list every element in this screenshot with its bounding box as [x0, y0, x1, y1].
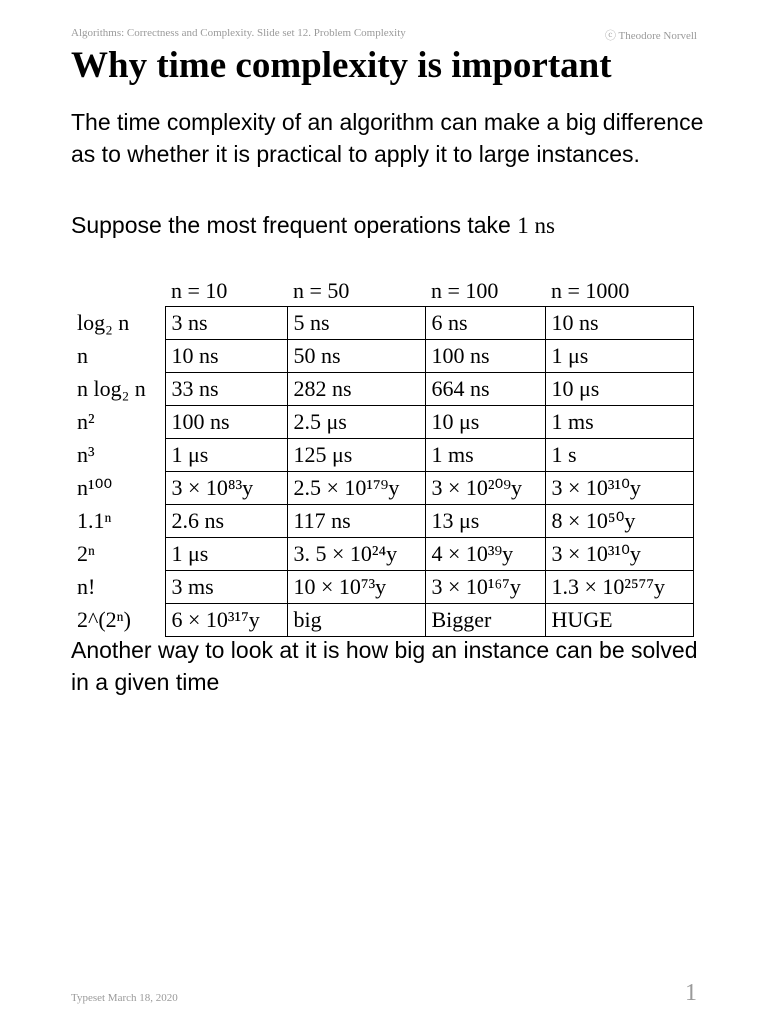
table-cell: 1 μs: [165, 439, 287, 472]
row-label: 1.1ⁿ: [77, 508, 112, 533]
table-cell: 3. 5 × 10²⁴y: [287, 538, 425, 571]
table-cell: 100 ns: [165, 406, 287, 439]
table-cell: 3 × 10²⁰⁹y: [425, 472, 545, 505]
running-header: Algorithms: Correctness and Complexity. Slide set 12. Problem Complexity: [71, 27, 406, 39]
row-label: n log₂ n: [77, 376, 146, 401]
table-cell: 100 ns: [425, 340, 545, 373]
table-row: [73, 439, 693, 472]
table-row: [73, 307, 693, 340]
table-cell: Bigger: [425, 604, 545, 637]
row-label: 2ⁿ: [77, 541, 95, 566]
table-cell: 1.3 × 10²⁵⁷⁷y: [545, 571, 693, 604]
table-row: [73, 472, 693, 505]
table-cell: 3 × 10³¹⁰y: [545, 538, 693, 571]
assumption-value: 1 ns: [517, 213, 555, 238]
table-cell: 3 ns: [165, 307, 287, 340]
table-cell: 1 μs: [165, 538, 287, 571]
row-label: n²: [77, 409, 95, 434]
table-row: [73, 604, 693, 637]
table-cell: 1 ms: [545, 406, 693, 439]
table-cell: 3 × 10³¹⁰y: [545, 472, 693, 505]
table-cell: 10 μs: [425, 406, 545, 439]
table-cell: 6 ns: [425, 307, 545, 340]
closing-paragraph: Another way to look at it is how big an instance can be solved in a given time: [71, 637, 698, 695]
table-cell: HUGE: [545, 604, 693, 637]
complexity-table-wrapper: [73, 276, 694, 637]
table-cell: 3 × 10⁸³y: [165, 472, 287, 505]
row-label: 2^(2ⁿ): [77, 607, 131, 632]
column-header: n = 1000: [551, 278, 630, 303]
column-header: n = 100: [431, 278, 499, 303]
column-header: n = 50: [293, 278, 350, 303]
table-cell: 125 μs: [287, 439, 425, 472]
table-cell: 13 μs: [425, 505, 545, 538]
assumption-text: Suppose the most frequent operations take: [71, 212, 518, 238]
table-cell: 664 ns: [425, 373, 545, 406]
table-cell: 5 ns: [287, 307, 425, 340]
table-row: [73, 505, 693, 538]
column-header: n = 10: [171, 278, 228, 303]
table-cell: 10 ns: [545, 307, 693, 340]
table-cell: 8 × 10⁵⁰y: [545, 505, 693, 538]
table-cell: 50 ns: [287, 340, 425, 373]
row-label: log₂ n: [77, 310, 130, 335]
table-cell: 117 ns: [287, 505, 425, 538]
row-label: n³: [77, 442, 95, 467]
table-cell: 10 ns: [165, 340, 287, 373]
table-cell: 2.6 ns: [165, 505, 287, 538]
table-row: [73, 571, 693, 604]
table-cell: 3 ms: [165, 571, 287, 604]
slide-title: Why time complexity is important: [71, 45, 612, 86]
table-cell: 282 ns: [287, 373, 425, 406]
table-cell: 3 × 10¹⁶⁷y: [425, 571, 545, 604]
row-label: n: [77, 343, 88, 368]
table-cell: 2.5 μs: [287, 406, 425, 439]
row-label: n¹⁰⁰: [77, 475, 113, 500]
table-row: [73, 373, 693, 406]
table-row: [73, 340, 693, 373]
table-cell: 33 ns: [165, 373, 287, 406]
table-cell: 6 × 10³¹⁷y: [165, 604, 287, 637]
intro-paragraph: The time complexity of an algorithm can make a big difference as to whether it is practical to apply it to large instances.: [71, 109, 704, 167]
typeset-date: Typeset March 18, 2020: [71, 992, 178, 1004]
header-row: [73, 276, 693, 307]
table-cell: 4 × 10³⁹y: [425, 538, 545, 571]
complexity-table: [73, 276, 694, 637]
page-number: 1: [685, 980, 697, 1006]
corner-cell: [73, 276, 165, 307]
assumption-paragraph: [71, 209, 711, 242]
table-cell: 1 μs: [545, 340, 693, 373]
table-cell: 1 s: [545, 439, 693, 472]
table-cell: big: [287, 604, 425, 637]
table-row: [73, 538, 693, 571]
table-cell: 10 × 10⁷³y: [287, 571, 425, 604]
table-cell: 1 ms: [425, 439, 545, 472]
row-label: n!: [77, 574, 96, 599]
table-cell: 10 μs: [545, 373, 693, 406]
copyright-notice: ⓒ Theodore Norvell: [604, 30, 697, 42]
table-cell: 2.5 × 10¹⁷⁹y: [287, 472, 425, 505]
table-row: [73, 406, 693, 439]
